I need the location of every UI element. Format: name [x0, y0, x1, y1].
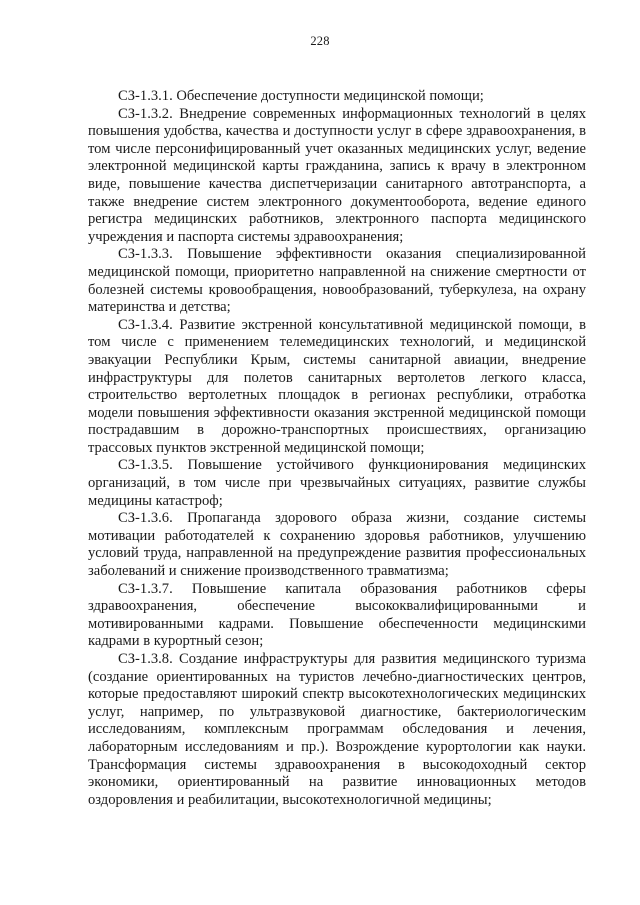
document-body [88, 88, 586, 809]
page-number: 228 [310, 34, 330, 48]
paragraph-sz-1-3-2: СЗ-1.3.2. Внедрение современных информационных технологий в целях повышения удобства, качества и доступности услуг в сфере здравоохранения, в том числе персонифицированный учет оказанных медицинских услуг, ведение электронной медицинской карты гражданина, запись к врачу в электронном виде, повышение качества диспетчеризации санитарного автотранспорта, а также внедрение систем электронного документооборота, ведение единого регистра медицинских работников, электронного паспорта медицинского учреждения и паспорта системы здравоохранения; [88, 105, 586, 245]
paragraph-sz-1-3-3: СЗ-1.3.3. Повышение эффективности оказания специализированной медицинской помощи, приоритетно направленной на снижение смертности от болезней системы кровообращения, новообразований, туберкулеза, на охрану материнства и детства; [88, 246, 586, 316]
paragraph-sz-1-3-4: СЗ-1.3.4. Развитие экстренной консультативной медицинской помощи, в том числе с применением телемедицинских технологий, и медицинской эвакуации Республики Крым, системы санитарной авиации, внедрение инфраструктуры для полетов санитарных вертолетов легкого класса, строительство вертолетных площадок в регионах республики, отработка модели повышения эффективности оказания экстренной медицинской помощи пострадавшим в дорожно-транспортных происшествиях, организацию трассовых пунктов экстренной медицинской помощи; [88, 316, 586, 456]
paragraph-sz-1-3-8: СЗ-1.3.8. Создание инфраструктуры для развития медицинского туризма (создание ориентированных на туристов лечебно-диагностических центров, которые предоставляют широкий спектр высокотехнологических медицинских услуг, например, по ультразвуковой диагностике, бактериологическим исследованиям, комплексным программам обследования и лечения, лабораторным исследованиям и пр.). Возрождение курортологии как науки. Трансформация системы здравоохранения в высокодоходный сектор экономики, ориентированный на развитие инновационных методов оздоровления и реабилитации, высокотехнологичной медицины; [88, 651, 586, 808]
paragraph-sz-1-3-1: СЗ-1.3.1. Обеспечение доступности медицинской помощи; [118, 88, 484, 104]
paragraph-sz-1-3-6: СЗ-1.3.6. Пропаганда здорового образа жизни, создание системы мотивации работодателей к сохранению здоровья работников, улучшению условий труда, направленной на предупреждение развития профессиональных заболеваний и снижение производственного травматизма; [88, 510, 586, 580]
paragraph-sz-1-3-5: СЗ-1.3.5. Повышение устойчивого функционирования медицинских организаций, в том числе при чрезвычайных ситуациях, развитие службы медицины катастроф; [88, 457, 586, 509]
paragraph-sz-1-3-7: СЗ-1.3.7. Повышение капитала образования работников сферы здравоохранения, обеспечение высококвалифицированными и мотивированными кадрами. Повышение обеспеченности медицинскими кадрами в курортный сезон; [88, 580, 586, 650]
